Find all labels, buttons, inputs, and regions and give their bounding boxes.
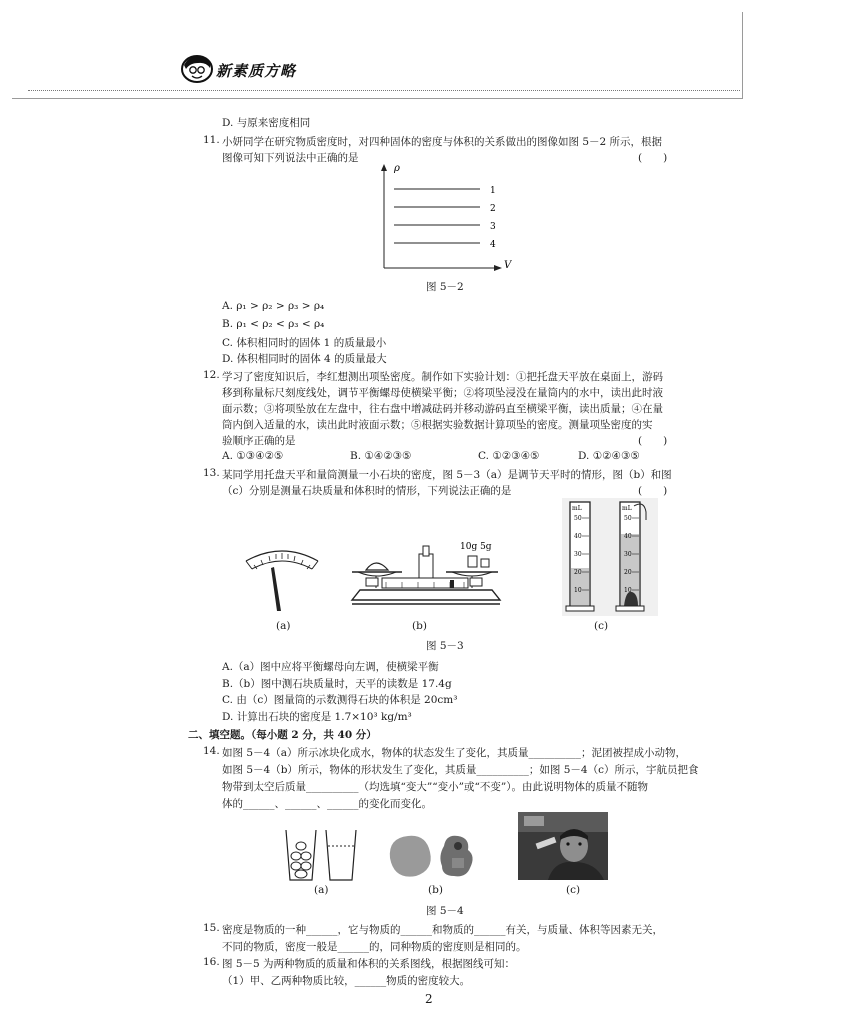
cylinder-1-tick-40: 40 [574,533,582,540]
figure-5-4c-astronaut-photo [518,812,608,880]
graph-y-axis-label: ρ [394,163,400,174]
stone-on-pan [366,563,388,570]
q12-option-a: A. ①③④②⑤ [222,450,284,462]
cylinder-1-tick-20: 20 [574,569,582,576]
q12-stem-line2: 移到称量标尺刻度线处，调节平衡螺母使横梁平衡；②将项坠浸没在量筒内的水中，读出此时液 [222,387,663,399]
figure-5-4-caption: 图 5－4 [426,905,464,917]
q16-stem-line2: （1）甲、乙两种物质比较，______物质的密度较大。 [222,975,471,987]
cylinder-1-tick-10: 10 [574,587,582,594]
figure-5-3c-label: (c) [594,620,609,632]
q14-number: 14. [203,745,220,757]
q12-stem-line3: 面示数；③将项坠放在左盘中，往右盘中增减砝码并移动游码直至横梁平衡，读出质量；④在量 [222,403,663,415]
q13-option-a: A.（a）图中应将平衡螺母向左调，使横梁平衡 [222,661,439,673]
cylinder-2-tick-40: 40 [624,533,632,540]
q15-number: 15. [203,922,220,934]
q11-answer-bracket: ( ) [638,152,668,164]
graph-line-label-1: 1 [490,186,496,196]
figure-5-3b-balance [346,528,506,610]
q12-answer-bracket: ( ) [638,435,668,447]
dial-pointer [271,567,281,611]
q14-stem-line2: 如图 5－4（b）所示，物体的形状发生了变化，其质量__________；如图 5－4（c）所示，宇航员把食 [222,764,699,776]
figure-5-3c-cylinders [562,498,658,616]
q14-stem-line1: 如图 5－4（a）所示冰块化成水，物体的状态发生了变化，其质量__________；泥团被捏成小动物， [222,747,686,759]
cylinder-2-tick-10: 10 [624,587,632,594]
q11-option-b: B. ρ₁ < ρ₂ < ρ₃ < ρ₄ [222,318,325,330]
q12-option-c: C. ①②③④⑤ [478,450,540,462]
logo-text: 新素质方略 [216,62,297,80]
figure-5-4a-label: (a) [314,884,329,896]
header-frame-bottom-border [12,98,743,99]
section-2-title: 二、填空题。（每小题 2 分，共 40 分） [188,729,377,741]
q12-stem-line4: 筒内倒入适量的水，读出此时液面示数；⑤根据实验数据计算项坠的密度。测量项坠密度的实 [222,419,653,431]
figure-5-3-caption: 图 5－3 [426,640,464,652]
q13-option-d: D. 计算出石块的密度是 1.7×10³ kg/m³ [222,711,412,723]
q16-number: 16. [203,956,220,968]
q11-option-c: C. 体积相同时的固体 1 的质量最小 [222,337,387,349]
figure-5-3a-label: (a) [276,620,291,632]
q12-number: 12. [203,369,220,381]
q12-option-b: B. ①④②③⑤ [350,450,412,462]
q13-answer-bracket: ( ) [638,485,668,497]
graph-x-axis-label: V [504,260,512,271]
figure-5-3b-label: (b) [412,620,427,632]
q13-number: 13. [203,467,220,479]
figure-5-4b-label: (b) [428,884,443,896]
weight-10g [468,556,477,567]
q12-stem-line5: 验顺序正确的是 [222,435,296,447]
header-frame-right-border [742,12,743,98]
cylinder-1-unit: mL [572,505,582,512]
weights-label: 10g 5g [460,542,492,552]
q14-stem-line4: 体的______、______、______的变化而变化。 [222,798,432,810]
figure-5-4a-ice-and-water-cups [282,826,362,884]
q10-option-d: D. 与原来密度相同 [222,117,311,129]
figure-5-2-density-graph [372,160,512,275]
q16-stem-line1: 图 5－5 为两种物质的质量和体积的关系图线，根据图线可知： [222,958,516,970]
q11-number: 11. [203,134,220,146]
figure-5-4c-label: (c) [566,884,581,896]
cylinder-2-unit: mL [622,505,632,512]
q11-stem-line1: 小妍同学在研究物质密度时，对四种固体的密度与体积的关系做出的图像如图 5－2 所示，根据 [222,136,663,148]
q12-option-d: D. ①②④③⑤ [578,450,640,462]
q11-option-a: A. ρ₁ > ρ₂ > ρ₃ > ρ₄ [222,300,325,312]
q13-option-c: C. 由（c）图量筒的示数测得石块的体积是 20cm³ [222,694,458,706]
q11-stem-line2: 图像可知下列说法中正确的是 [222,152,359,164]
cylinder-1-tick-30: 30 [574,551,582,558]
mascot-logo-icon [180,54,214,87]
figure-5-2-caption: 图 5－2 [426,281,464,293]
q13-stem-line2: （c）分别是测量石块质量和体积时的情形，下列说法正确的是 [222,485,512,497]
graph-line-label-4: 4 [490,240,496,250]
cylinder-2-tick-20: 20 [624,569,632,576]
figure-5-4b-clay-figures [386,830,478,882]
q14-stem-line3: 物带到太空后质量__________（均选填“变大”“变小”或“不变”）。由此说明物体的质量不随物 [222,781,648,793]
header-dotted-rule [28,90,740,91]
figure-5-3a-pointer-dial [240,545,325,615]
q15-stem-line2: 不同的物质，密度一般是______的，同种物质的密度则是相同的。 [222,941,527,953]
graph-line-label-2: 2 [490,204,496,214]
cylinder-2-tick-30: 30 [624,551,632,558]
graph-line-label-3: 3 [490,222,496,232]
page-number: 2 [425,992,433,1006]
balance-base [352,590,500,600]
q13-stem-line1: 某同学用托盘天平和量筒测量一小石块的密度，图 5－3（a）是调节天平时的情形，图（b）和图 [222,469,672,481]
cylinder-1-tick-50: 50 [574,515,582,522]
q15-stem-line1: 密度是物质的一种______，它与物质的______和物质的______有关，与质量、体积等因素无关， [222,924,663,936]
rider [450,580,454,588]
weight-5g [481,559,489,567]
q13-option-b: B.（b）图中测石块质量时，天平的读数是 17.4g [222,678,452,690]
q12-stem-line1: 学习了密度知识后，李红想测出项坠密度。制作如下实验计划：①把托盘天平放在桌面上，游码 [222,371,663,383]
q11-option-d: D. 体积相同时的固体 4 的质量最大 [222,353,387,365]
cylinder-2-tick-50: 50 [624,515,632,522]
scale-bar [382,578,468,588]
